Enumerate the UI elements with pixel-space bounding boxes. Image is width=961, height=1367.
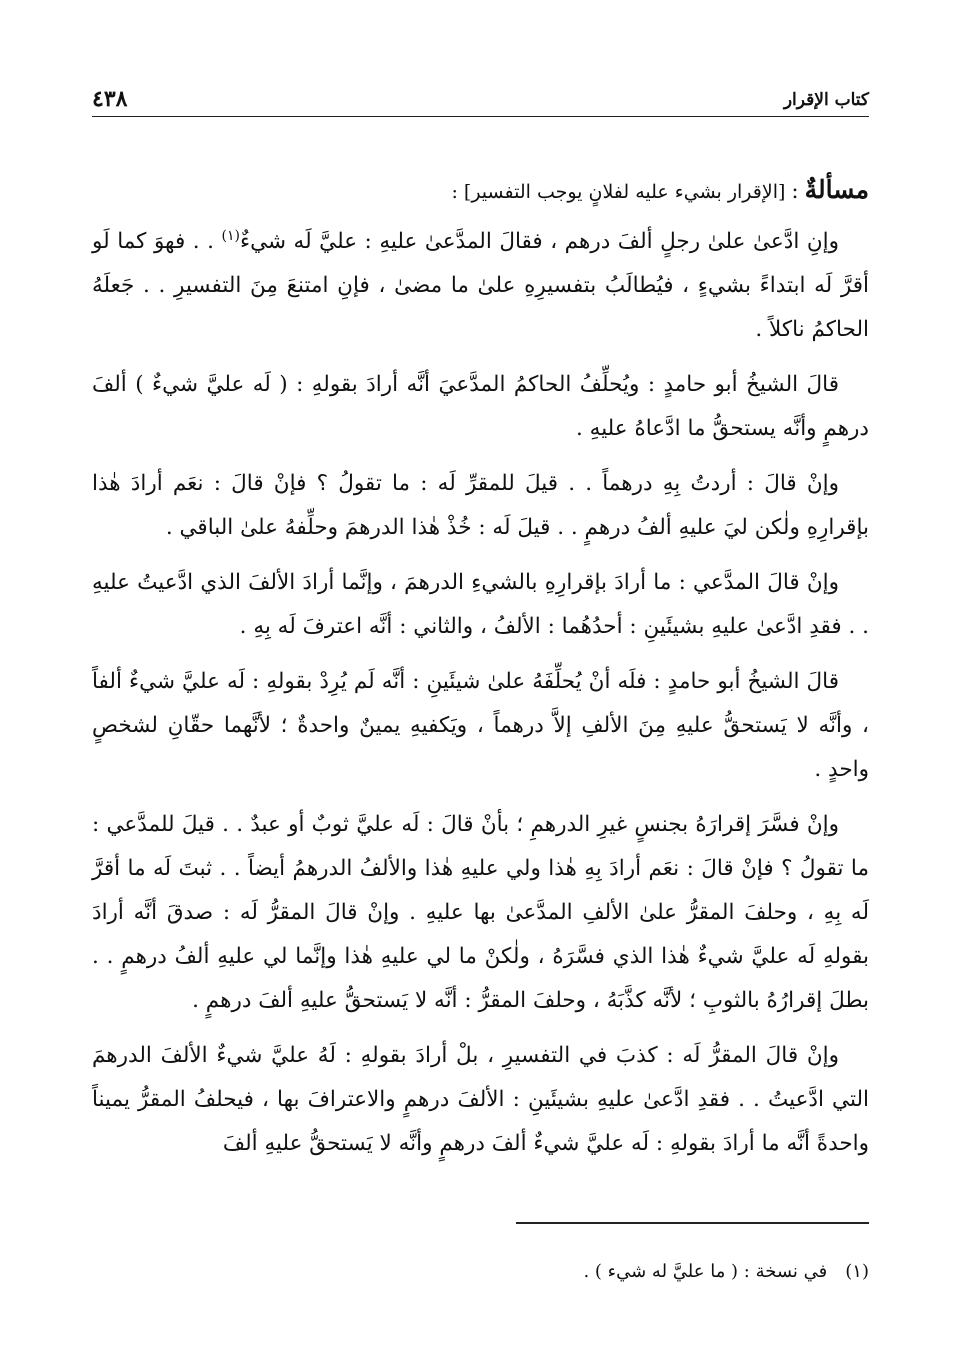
paragraph-6: وإنْ فسَّرَ إقرارَهُ بجنسٍ غيرِ الدرهمِ ؛ بأنْ قالَ : لَه عليَّ ثوبٌ أو عبدٌ . . قيلَ للمدَّعي : ما تقولُ ؟ فإنْ قالَ : نعَم أرادَ بِهِ هٰذا ولي عليهِ هٰذا والألفُ الدرهمُ أيضاً . . ثبتَ لَه ما أقرَّ لَه بِهِ ، وحلفَ المقرُّ علىٰ الألفِ المدَّعىٰ بها عليهِ . وإنْ قالَ المقرُّ لَه : صدقَ أنَّه أرادَ بقولهِ لَه عليَّ شيءٌ هٰذا الذي فسَّرَهُ ، ولٰكنْ ما لي عليهِ هٰذا وإنَّما لي عليهِ ألفُ درهمٍ . . بطلَ إقرارُهُ بالثوبِ ؛ لأنَّه كذَّبَهُ ، وحلفَ المقرُّ : أنَّه لا يَستحقُّ عليهِ ألفَ درهمٍ . bbox=[92, 812, 869, 1013]
paragraph-4: وإنْ قالَ المدَّعي : ما أرادَ بإقرارِهِ بالشيءِ الدرهمَ ، وإنَّما أرادَ الألفَ الذي ادَّعيتُ عليهِ . . فقدِ ادَّعىٰ عليهِ بشيئَينِ : أحدُهُما : الألفُ ، والثاني : أنَّه اعترفَ لَه بِهِ . bbox=[92, 570, 869, 639]
book-title: كتاب الإقرار bbox=[783, 90, 869, 110]
footnote-text: في نسخة : ( ما عليَّ له شيء ) . bbox=[583, 1261, 828, 1282]
issue-heading bbox=[92, 168, 869, 214]
paragraph-1-text: وإنِ ادَّعىٰ علىٰ رجلٍ ألفَ درهم ، فقالَ المدَّعىٰ عليهِ : عليَّ لَه شيءٌ bbox=[239, 229, 839, 254]
paragraph-5: قالَ الشيخُ أبو حامدٍ : فلَه أنْ يُحلِّفَهُ علىٰ شيئَينِ : أنَّه لَم يُرِدْ بقولهِ : لَه عليَّ شيءٌ ألفاً ، وأنَّه لا يَستحقُّ عليهِ مِنَ الألفِ إلاَّ درهماً ، ويَكفيهِ يمينٌ واحدةٌ ؛ لأنَّهما حقّانِ لشخصٍ واحدٍ . bbox=[92, 669, 869, 782]
paragraph-2: قالَ الشيخُ أبو حامدٍ : ويُحلِّفُ الحاكمُ المدَّعيَ أنَّه أرادَ بقولهِ : ( لَه عليَّ شيءٌ ) ألفَ درهمٍ وأنَّه يستحقُّ ما ادَّعاهُ عليهِ . bbox=[92, 372, 869, 441]
footnote bbox=[369, 1258, 869, 1286]
issue-label: مسألةٌ bbox=[804, 175, 869, 204]
footnote-reference: (١) bbox=[221, 227, 240, 244]
main-text bbox=[92, 168, 869, 1177]
issue-separator: : bbox=[791, 179, 799, 204]
paragraph-1-text-continued: . . فهوَ كما لَو أقرَّ لَه ابتداءً بشيءٍ ، فيُطالَبُ بتفسيرِهِ علىٰ ما مضىٰ ، فإنِ امتنعَ مِنَ التفسيرِ . . جَعلَهُ الحاكمُ ناكلاً . bbox=[92, 229, 869, 342]
paragraph-1 bbox=[92, 220, 869, 352]
footnote-marker: (١) bbox=[845, 1261, 869, 1282]
page-number: ٤٣٨ bbox=[92, 86, 128, 112]
page-header bbox=[92, 80, 869, 117]
paragraph-7: وإنْ قالَ المقرُّ لَه : كذبَ في التفسيرِ ، بلْ أرادَ بقولهِ : لَهُ عليَّ شيءٌ الألفَ الدرهمَ التي ادَّعيتُ . . فقدِ ادَّعىٰ عليهِ بشيئَينِ : الألفَ درهمٍ والاعترافَ بها ، فيحلفُ المقرُّ يميناً واحدةً أنَّه ما أرادَ بقولهِ : لَه عليَّ شيءٌ ألفَ درهمٍ وأنَّه لا يَستحقُّ عليهِ ألفَ bbox=[92, 1043, 869, 1156]
footnote-divider bbox=[516, 1222, 869, 1224]
issue-title: [الإقرار بشيء عليه لفلانٍ يوجب التفسير] : bbox=[451, 181, 786, 203]
paragraph-3: وإنْ قالَ : أردتُ بِهِ درهماً . . قيلَ للمقرِّ لَه : ما تقولُ ؟ فإنْ قالَ : نعَم أرادَ هٰذا بإقرارِهِ ولٰكن ليَ عليهِ ألفُ درهمٍ . . قيلَ لَه : خُذْ هٰذا الدرهمَ وحلِّفهُ علىٰ الباقي . bbox=[92, 471, 869, 540]
